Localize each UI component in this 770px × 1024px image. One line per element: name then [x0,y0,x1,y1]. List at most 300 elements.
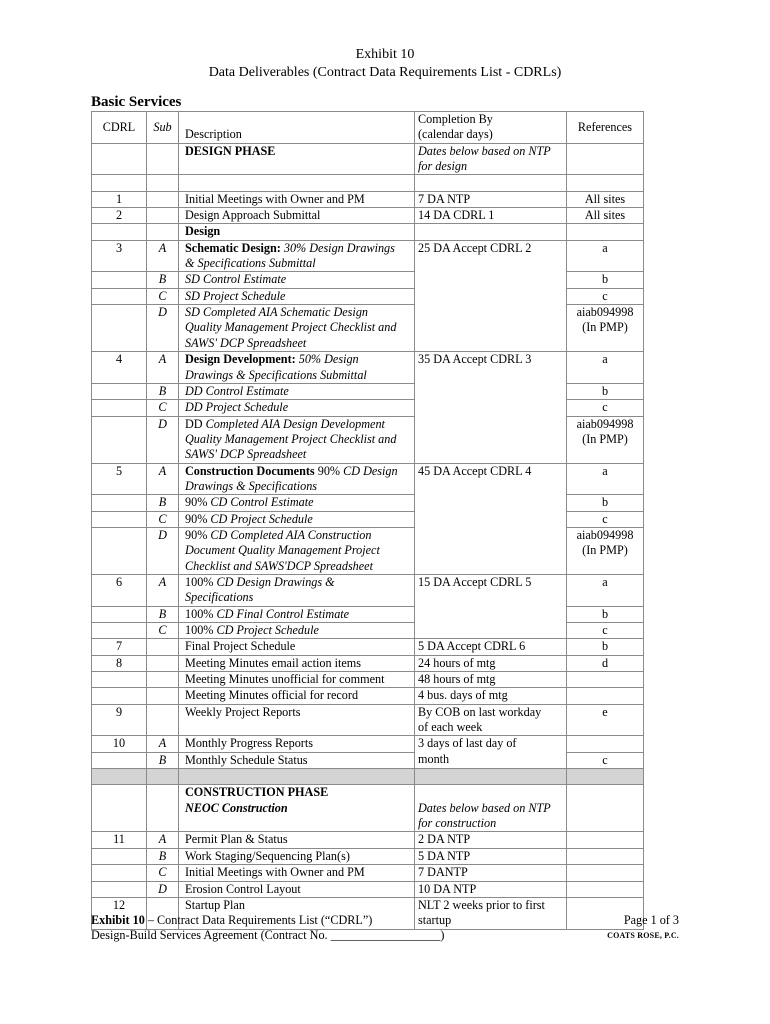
cell-sub: B [147,495,179,511]
cell-text: Drawings & Specifications Submittal [185,367,367,382]
footer-exhibit-bold: Exhibit 10 [91,913,145,927]
table-row [92,639,644,655]
cell-line [418,785,563,800]
cell-text: Meeting Minutes email action items [185,655,362,670]
cell-cdrl [92,865,147,881]
cell-text: Construction Documents [185,463,315,478]
col-header-references-label: References [577,119,633,134]
cell-sub: B [147,272,179,288]
cell-description [179,606,415,622]
table-row [92,881,644,897]
cell-text: DD Project Schedule [185,400,289,415]
cell-text: DD Control Estimate [185,383,289,398]
cell-references [567,352,644,384]
cell-text: Quality Management Project Checklist and [185,320,397,335]
cell-sub: D [147,527,179,574]
reference-value: e [602,704,608,719]
table-row [92,175,644,191]
cell-line [185,512,411,527]
reference-value: aiab094998 [576,305,634,320]
cell-line [185,464,411,479]
cell-text: DESIGN PHASE [185,143,276,158]
cell-sub [147,639,179,655]
footer-exhibit-rest: – Contract Data Requirements List (“CDRL”) [144,913,373,927]
cell-text: & Specifications Submittal [185,256,316,271]
cell-references [567,655,644,671]
cell-sub: A [147,736,179,752]
cell-references [567,865,644,881]
reference-value: (In PMP) [582,543,628,558]
cell-completion [415,224,567,240]
reference-value: d [601,655,609,670]
cell-sub [147,191,179,207]
cell-text: 25 DA Accept CDRL 2 [418,240,532,255]
col-header-sub [147,112,179,144]
cell-completion [415,191,567,207]
footer-exhibit-line [91,913,444,928]
cell-description [179,352,415,384]
cell-text: CD Completed AIA Construction [210,527,372,542]
cell-references [567,736,644,752]
cell-sub: D [147,416,179,463]
cell-cdrl [92,606,147,622]
cell-line [185,208,411,223]
cell-text: 5 DA NTP [418,848,471,863]
cell-line [418,672,563,687]
cell-text: Work Staging/Sequencing Plan(s) [185,848,350,863]
reference-value: All sites [584,191,626,206]
cell-text: Checklist and SAWS'DCP Spreadsheet [185,558,373,573]
cell-description [179,527,415,574]
table-row [92,865,644,881]
table-row [92,574,644,606]
cell-references [567,463,644,495]
cell-line [185,144,411,159]
cell-cdrl [92,400,147,416]
cell-description [179,416,415,463]
cell-line [418,241,563,256]
cell-description [179,511,415,527]
cell-references [567,704,644,736]
cell-line [418,832,563,847]
cell-completion [415,865,567,881]
cell-text: Dates below based on NTP [418,143,551,158]
cell-text: 100% [185,574,217,589]
cell-text: SAWS' DCP Spreadsheet [185,447,307,462]
table-row [92,769,644,785]
cell-completion [415,785,567,832]
cell-cdrl: 9 [92,704,147,736]
reference-value: c [602,400,608,415]
cell-line [185,417,411,432]
reference-value: c [602,623,608,637]
cell-cdrl [92,305,147,352]
reference-value: b [601,606,609,621]
cell-line [418,575,563,590]
cell-text: NLT 2 weeks prior to first [418,897,545,912]
cell-line [185,705,411,720]
cell-line [185,352,411,367]
footer-agreement: Design-Build Services Agreement (Contract No. __________________) [91,928,445,942]
cell-text: CD Final Control Estimate [216,606,350,621]
cell-references [567,143,644,175]
cell-line [185,656,411,671]
cell-line [185,590,411,605]
cell-completion [415,352,567,463]
cell-cdrl [92,143,147,175]
reference-value: b [601,639,609,654]
cell-line [418,688,563,703]
cell-cdrl [92,383,147,399]
cell-description [179,655,415,671]
cell-text: CD Project Schedule [210,511,313,526]
col-header-completion-line1: Completion By [418,112,493,126]
cell-completion [415,574,567,638]
cell-sub [147,175,179,191]
cell-text: Final Project Schedule [185,639,296,654]
cell-cdrl [92,175,147,191]
table-row [92,736,644,752]
cell-references [567,191,644,207]
table-row [92,240,644,272]
cell-description [179,688,415,704]
cell-cdrl [92,527,147,574]
cell-completion [415,736,567,769]
cell-completion [415,175,567,191]
cell-sub: C [147,288,179,304]
cell-text: Startup Plan [185,897,245,912]
cell-sub: C [147,623,179,639]
cell-line [185,607,411,622]
cell-description [179,704,415,736]
cell-completion [415,240,567,351]
cell-line [185,753,411,768]
cell-sub [147,224,179,240]
cell-line [185,688,411,703]
cell-text: CD Project Schedule [216,623,319,637]
cell-line [185,832,411,847]
cell-line [185,400,411,415]
cell-text: 10 DA NTP [418,881,477,896]
cell-sub: C [147,511,179,527]
footer-left [91,913,444,943]
table-row [92,463,644,495]
cell-text: Monthly Progress Reports [185,736,313,751]
cell-sub [147,704,179,736]
cell-cdrl: 5 [92,463,147,495]
cell-references [567,639,644,655]
cell-line [418,144,563,159]
cell-cdrl [92,288,147,304]
cell-line [418,464,563,479]
cell-completion [415,463,567,574]
cell-text: Permit Plan & Status [185,832,288,847]
table-row [92,672,644,688]
cell-text: for construction [418,816,497,831]
cell-cdrl [92,672,147,688]
cell-text: Document Quality Management Project [185,543,380,558]
cell-completion [415,639,567,655]
cell-text: NEOC Construction [185,800,288,815]
cell-description [179,463,415,495]
cell-completion [415,848,567,864]
col-header-description [179,112,415,144]
cell-sub: B [147,383,179,399]
cell-line [185,672,411,687]
cell-text: Completed AIA Design Development [205,416,385,431]
cell-line [185,336,411,351]
cell-references [567,688,644,704]
cell-line [418,736,563,751]
reference-value: b [601,272,609,287]
table-header-row [92,112,644,144]
cell-line [185,736,411,751]
cell-line [418,208,563,223]
cell-text: Design Development: [185,352,296,367]
cell-description [179,752,415,768]
cell-cdrl [92,881,147,897]
cell-text: 90% [185,495,211,510]
cell-text: Design [185,224,221,239]
cell-references [567,175,644,191]
cell-description [179,769,415,785]
cell-line [185,882,411,897]
cell-text: By COB on last workday [418,704,542,719]
cell-cdrl [92,752,147,768]
cell-references [567,848,644,864]
cell-line [418,865,563,880]
cell-text: Meeting Minutes official for record [185,688,359,703]
table-row [92,352,644,384]
cell-description [179,224,415,240]
cell-text: Design Approach Submittal [185,208,321,223]
cell-references [567,305,644,352]
cell-text: for design [418,159,468,174]
cell-sub: B [147,752,179,768]
cell-text: 4 bus. days of mtg [418,688,508,703]
cell-line [185,368,411,383]
cell-text: 90% [314,463,344,478]
col-header-references [567,112,644,144]
document-subtitle: Data Deliverables (Contract Data Requirements List - CDRLs) [208,65,562,80]
cell-cdrl: 8 [92,655,147,671]
cell-line [418,882,563,897]
cell-sub [147,769,179,785]
cell-cdrl [92,495,147,511]
cell-line [185,623,411,638]
cell-text: 2 DA NTP [418,832,471,847]
reference-value: (In PMP) [582,431,628,446]
cell-line [185,224,411,239]
page-number: Page 1 of 3 [623,913,679,927]
cell-references [567,752,644,768]
cell-sub: A [147,574,179,606]
cell-text: 7 DA NTP [418,191,471,206]
cell-line [185,192,411,207]
reference-value: aiab094998 [576,416,634,431]
cell-references [567,224,644,240]
cell-description [179,400,415,416]
cell-line [185,495,411,510]
cell-cdrl: 4 [92,352,147,384]
cell-description [179,208,415,224]
reference-value: a [602,352,608,367]
cell-completion [415,832,567,848]
col-header-completion-line2: (calendar days) [418,127,493,142]
cell-cdrl [92,688,147,704]
reference-value: c [602,288,608,303]
cell-description [179,305,415,352]
cell-text: Initial Meetings with Owner and PM [185,191,365,206]
cell-sub: C [147,865,179,881]
cell-line [185,849,411,864]
cell-sub: C [147,400,179,416]
cell-description [179,832,415,848]
cell-line [418,656,563,671]
cell-text: CD Design Drawings & [216,574,335,589]
cell-text: month [418,751,450,766]
document-title: Exhibit 10 [355,47,415,62]
cdrl-table-body [92,112,644,930]
cell-text: Initial Meetings with Owner and PM [185,865,365,880]
cell-text: Drawings & Specifications [185,478,318,493]
reference-value: aiab094998 [576,527,634,542]
cell-line [418,898,563,913]
cell-description [179,736,415,752]
cell-sub [147,655,179,671]
cell-cdrl: 11 [92,832,147,848]
cell-line [185,639,411,654]
cell-text: DD [185,416,206,431]
table-row [92,655,644,671]
cell-sub: A [147,832,179,848]
cell-cdrl [92,785,147,832]
cell-text: 90% [185,511,211,526]
reference-value: c [602,511,608,526]
cell-line [185,898,411,913]
cell-references [567,272,644,288]
cell-description [179,785,415,832]
table-row [92,688,644,704]
cell-cdrl: 3 [92,240,147,272]
cell-references [567,511,644,527]
cell-line [185,432,411,447]
cell-text: 3 days of last day of [418,736,517,751]
cell-references [567,416,644,463]
cell-text: 14 DA CDRL 1 [418,208,495,223]
table-row [92,224,644,240]
cell-text: 5 DA Accept CDRL 6 [418,639,526,654]
section-title: Basic Services [91,94,182,110]
table-row [92,832,644,848]
cell-line [185,575,411,590]
cell-description [179,672,415,688]
cell-references [567,527,644,574]
cell-cdrl: 7 [92,639,147,655]
cell-text: 45 DA Accept CDRL 4 [418,463,532,478]
cell-completion [415,881,567,897]
cell-completion [415,688,567,704]
cell-cdrl: 1 [92,191,147,207]
cell-line [418,816,563,831]
cell-sub: B [147,606,179,622]
cell-references [567,606,644,622]
cell-completion [415,655,567,671]
cell-references [567,208,644,224]
col-header-description-label: Description [185,127,242,142]
cell-sub: D [147,881,179,897]
cell-completion [415,208,567,224]
cell-cdrl: 2 [92,208,147,224]
cell-text: 90% [185,527,211,542]
cell-line [418,159,563,174]
cell-text: startup [418,913,452,928]
cell-cdrl [92,623,147,639]
table-row [92,848,644,864]
cell-cdrl [92,272,147,288]
cell-text: Specifications [185,590,254,605]
cell-line [185,543,411,558]
cell-line [418,720,563,735]
cell-completion [415,143,567,175]
reference-value: All sites [584,208,626,223]
cell-sub [147,208,179,224]
cell-references [567,400,644,416]
reference-value: a [602,240,608,255]
table-row [92,191,644,207]
cell-references [567,495,644,511]
cell-description [179,272,415,288]
cell-description [179,143,415,175]
cell-sub: D [147,305,179,352]
cell-line [418,192,563,207]
cell-line [185,801,411,816]
cdrl-table [91,111,644,930]
cell-description [179,881,415,897]
cell-completion [415,704,567,736]
cell-text: 50% Design [295,352,359,367]
cell-description [179,865,415,881]
cell-text: 30% Design Drawings [280,240,395,255]
table-row [92,208,644,224]
cell-text: SAWS' DCP Spreadsheet [185,335,307,350]
col-header-cdrl-label: CDRL [102,119,136,134]
cell-description [179,191,415,207]
cell-line [418,752,563,767]
cell-completion [415,769,567,785]
cell-sub: A [147,352,179,384]
cell-sub: A [147,240,179,272]
cell-text: Weekly Project Reports [185,704,301,719]
cell-cdrl [92,769,147,785]
footer-right [607,913,679,943]
cell-sub [147,785,179,832]
cell-text: CONSTRUCTION PHASE [185,785,329,800]
cell-description [179,848,415,864]
reference-value: b [601,495,609,510]
cell-text: SD Control Estimate [185,272,287,287]
cell-line [185,272,411,287]
cell-text: Meeting Minutes unofficial for comment [185,672,385,687]
cell-completion [415,672,567,688]
cell-references [567,769,644,785]
cell-text: Quality Management Project Checklist and [185,431,397,446]
cell-sub [147,688,179,704]
table-row [92,785,644,832]
reference-value: (In PMP) [582,320,628,335]
reference-value: a [602,574,608,589]
cell-text: 100% [185,606,217,621]
